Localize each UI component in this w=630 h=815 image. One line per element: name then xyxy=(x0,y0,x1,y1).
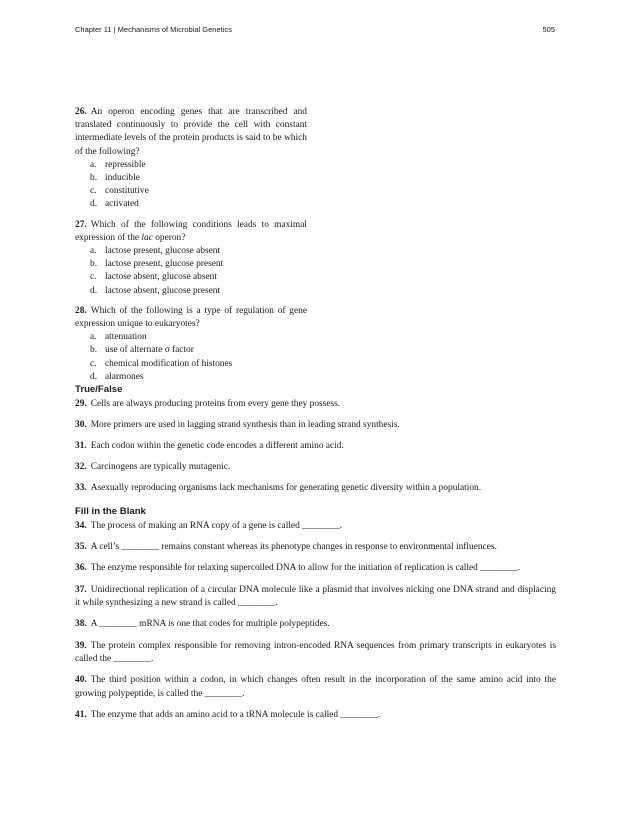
option-d xyxy=(75,371,307,384)
chapter-title: Chapter 11 | Mechanisms of Microbial Genetics xyxy=(75,25,232,34)
option-b xyxy=(75,172,307,185)
option-letter: c. xyxy=(90,186,97,197)
question-number: 33. xyxy=(75,483,87,494)
option-c xyxy=(75,271,307,284)
option-text: activated xyxy=(105,199,139,210)
page-header xyxy=(75,25,555,34)
option-text: lactose present, glucose absent xyxy=(105,246,221,257)
question-stem xyxy=(75,305,307,331)
question-number: 36. xyxy=(75,563,87,574)
option-d xyxy=(75,285,307,298)
question-text: Cells are always producing proteins from every gene they possess. xyxy=(90,399,341,410)
option-text: inducible xyxy=(105,173,140,184)
option-text: use of alternate σ factor xyxy=(105,345,194,356)
question-text: A cell’s ________ remains constant whereas its phenotype changes in response to environmental influences. xyxy=(90,542,497,553)
option-letter: c. xyxy=(90,272,97,283)
page-content xyxy=(75,106,556,730)
question-number: 27. xyxy=(75,219,87,230)
question-26 xyxy=(75,106,307,212)
option-b xyxy=(75,258,307,271)
question-number: 29. xyxy=(75,399,87,410)
option-c xyxy=(75,358,307,371)
question-number: 38. xyxy=(75,619,87,630)
question-number: 39. xyxy=(75,640,87,651)
option-letter: c. xyxy=(90,358,97,369)
question-text: Asexually reproducing organisms lack mechanisms for generating genetic diversity within a population. xyxy=(90,483,482,494)
options-list xyxy=(75,331,307,384)
question-number: 35. xyxy=(75,542,87,553)
fill-blank-section xyxy=(75,505,556,723)
options-list xyxy=(75,245,307,298)
option-text: lactose absent, glucose absent xyxy=(105,272,217,283)
option-text: chemical modification of histones xyxy=(105,358,233,369)
question-stem xyxy=(75,106,307,159)
question-number: 41. xyxy=(75,710,87,721)
option-a xyxy=(75,159,307,172)
options-list xyxy=(75,159,307,212)
question-31 xyxy=(75,440,556,454)
option-b xyxy=(75,344,307,357)
page-number: 505 xyxy=(542,25,555,34)
option-letter: d. xyxy=(90,285,98,296)
option-letter: b. xyxy=(90,259,98,270)
question-text: The third position within a codon, in which changes often result in the incorporation of the same amino acid into the growing polypeptide, is called the ________. xyxy=(75,675,556,700)
question-number: 40. xyxy=(75,675,87,686)
question-text: Each codon within the genetic code encodes a different amino acid. xyxy=(90,441,344,452)
question-stem xyxy=(75,219,307,245)
option-letter: a. xyxy=(90,332,97,343)
question-36 xyxy=(75,562,556,576)
question-37 xyxy=(75,584,556,612)
option-text: alarmones xyxy=(105,371,144,382)
option-letter: b. xyxy=(90,345,98,356)
question-30 xyxy=(75,419,556,433)
option-d xyxy=(75,198,307,211)
option-letter: a. xyxy=(90,246,97,257)
question-text: More primers are used in lagging strand synthesis than in leading strand synthesis. xyxy=(90,420,400,431)
question-number: 30. xyxy=(75,420,87,431)
lac-italic: lac xyxy=(141,232,153,243)
option-a xyxy=(75,245,307,258)
section-heading-true-false: True/False xyxy=(75,384,123,396)
option-text: lactose absent, glucose present xyxy=(105,285,221,296)
question-41 xyxy=(75,709,556,723)
question-28 xyxy=(75,305,307,384)
option-text: repressible xyxy=(105,159,146,170)
question-text: Unidirectional replication of a circular DNA molecule like a plasmid that involves nicking one DNA strand and displacing it while synthesizing a new strand is called ________. xyxy=(75,584,556,609)
option-letter: a. xyxy=(90,159,97,170)
question-number: 32. xyxy=(75,462,87,473)
question-text: Carcinogens are typically mutagenic. xyxy=(90,462,231,473)
option-c xyxy=(75,185,307,198)
option-text: attenuation xyxy=(105,332,147,343)
question-text: Which of the following is a type of regulation of gene expression unique to eukaryotes? xyxy=(75,305,307,330)
question-text: The enzyme responsible for relaxing supercoiled DNA to allow for the initiation of replication is called ________. xyxy=(90,563,521,574)
question-27 xyxy=(75,219,307,298)
question-29 xyxy=(75,398,556,412)
question-39 xyxy=(75,640,556,668)
question-number: 31. xyxy=(75,441,87,452)
option-letter: b. xyxy=(90,173,98,184)
question-number: 34. xyxy=(75,521,87,532)
option-text: constitutive xyxy=(105,186,149,197)
question-32 xyxy=(75,461,556,475)
question-text-end: operon? xyxy=(152,232,186,243)
question-33 xyxy=(75,482,556,496)
question-34 xyxy=(75,520,556,534)
question-38 xyxy=(75,618,556,632)
option-a xyxy=(75,331,307,344)
option-letter: d. xyxy=(90,371,98,382)
question-text: An operon encoding genes that are transcribed and translated continuously to provide the cell with constant intermediate levels of the protein products is said to be which of the following? xyxy=(75,107,307,157)
question-40 xyxy=(75,674,556,702)
question-text: Which of the following conditions leads to maximal expression of the xyxy=(75,219,307,243)
true-false-section xyxy=(75,383,556,496)
question-text: The protein complex responsible for removing intron-encoded RNA sequences from primary transcripts in eukaryotes is called the ________. xyxy=(75,640,556,665)
question-35 xyxy=(75,541,556,555)
question-text: The process of making an RNA copy of a gene is called ________. xyxy=(90,521,342,532)
question-number: 26. xyxy=(75,107,87,117)
section-heading-fill-blank: Fill in the Blank xyxy=(75,506,146,518)
question-text: The enzyme that adds an amino acid to a tRNA molecule is called ________. xyxy=(90,710,381,721)
option-text: lactose present, glucose present xyxy=(105,259,224,270)
option-letter: d. xyxy=(90,199,98,210)
question-number: 37. xyxy=(75,584,87,595)
question-text: A ________ mRNA is one that codes for multiple polypeptides. xyxy=(90,619,330,630)
question-number: 28. xyxy=(75,305,87,316)
